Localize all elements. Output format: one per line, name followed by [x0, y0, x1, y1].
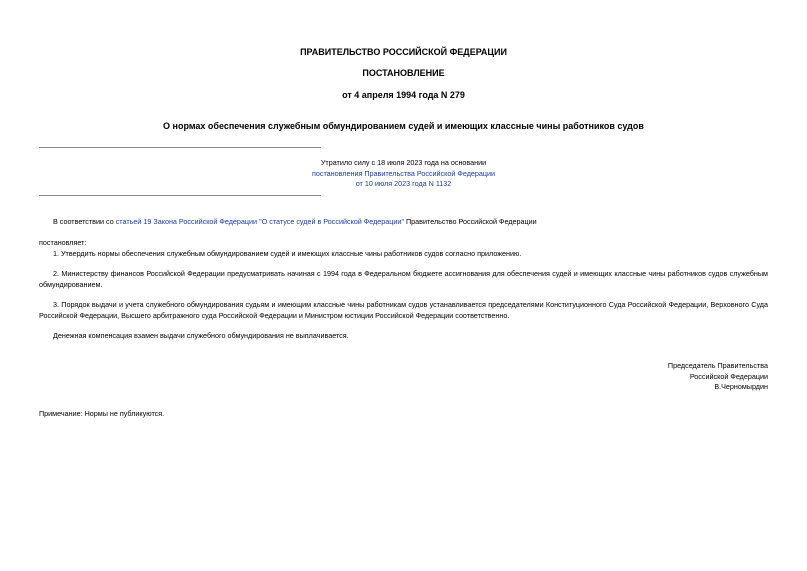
document-title: О нормах обеспечения служебным обмундированием судей и имеющих классные чины работников судов [163, 121, 644, 131]
repeal-decree-link[interactable]: постановления Правительства Российской Федерации [311, 168, 496, 178]
divider-top [39, 147, 321, 148]
law-article-link[interactable]: статьей 19 Закона Российской Федерации "О статусе судей в Российской Федерации" [115, 217, 404, 226]
repeal-decree-date-link[interactable]: от 10 июля 2023 года N 1132 [355, 179, 452, 188]
decides-text: постановляет: [39, 238, 87, 247]
signature-position: Председатель Правительства [667, 361, 768, 370]
document-type-heading: ПОСТАНОВЛЕНИЕ [362, 68, 445, 78]
preamble-suffix: Правительство Российской Федерации [404, 217, 537, 226]
paragraph-2: 2. Министерству финансов Российской Федерации предусматривать начиная с 1994 года в Федеральном бюджете ассигнования для обеспечения судей и имеющих классные чины работников судов служебным обмундированием. [39, 269, 768, 289]
signature-country: Российской Федерации [689, 371, 768, 381]
preamble-prefix: В соответствии со [53, 217, 116, 226]
paragraph-1: 1. Утвердить нормы обеспечения служебным обмундированием судей и имеющих классные чины работников судов согласно приложению. [53, 249, 522, 258]
paragraph-3: 3. Порядок выдачи и учета служебного обмундирования судьям и имеющим классные чины работникам судов устанавливается председателями Конституционного Суда Российской Федерации, Верховного Суда Российской Федерации, Высшего арбитражного суда Российской Федерации и Министром юстиции Российской Федерации соответственно. [39, 300, 768, 320]
preamble [53, 216, 768, 227]
footnote: Примечание: Нормы не публикуются. [39, 409, 165, 418]
date-number-heading: от 4 апреля 1994 года N 279 [342, 90, 465, 100]
paragraph-4: Денежная компенсация взамен выдачи служебного обмундирования не выплачивается. [53, 331, 349, 340]
status-note-text: Утратило силу с 18 июля 2023 года на основании [320, 158, 487, 167]
government-heading: ПРАВИТЕЛЬСТВО РОССИЙСКОЙ ФЕДЕРАЦИИ [300, 47, 507, 57]
divider-bottom [39, 195, 321, 196]
signature-block [668, 361, 768, 393]
status-note [0, 158, 807, 190]
signature-name: В.Черномырдин [714, 382, 768, 391]
